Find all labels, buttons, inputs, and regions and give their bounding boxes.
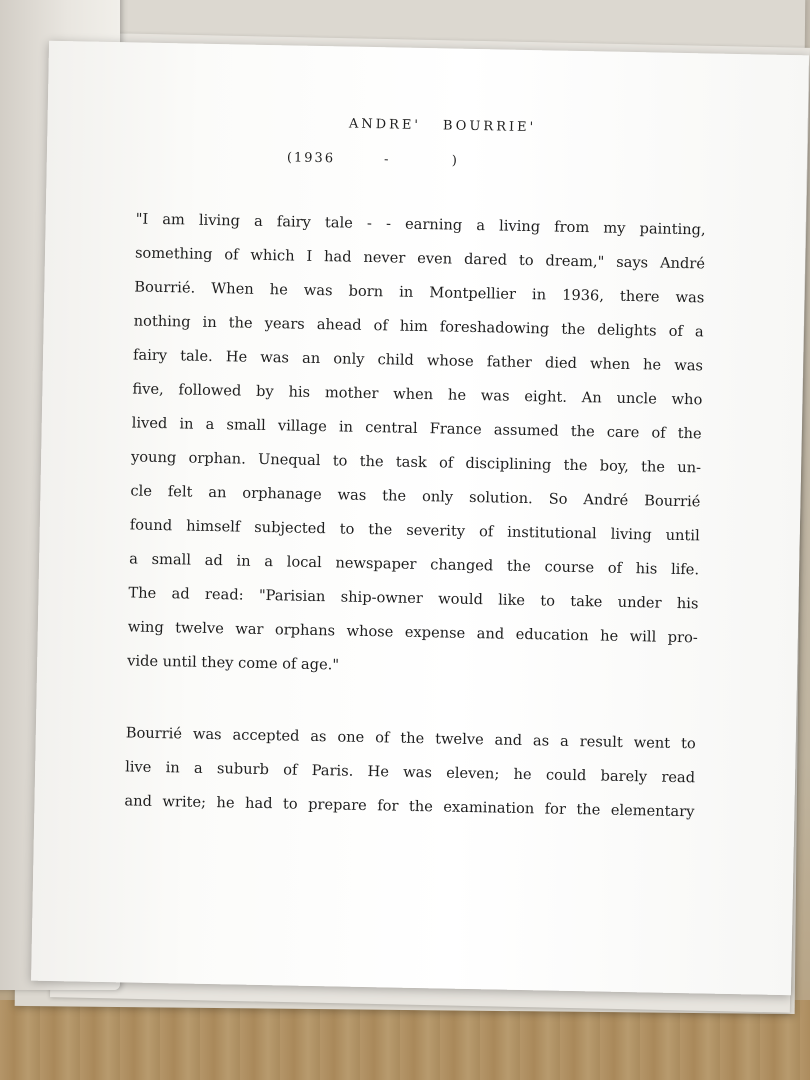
text-line: and write; he had to prepare for the examination for the elementary	[124, 792, 695, 821]
text-line: wing twelve war orphans whose expense and education he will pro-	[127, 618, 698, 647]
page-content	[124, 113, 707, 830]
paragraph-2	[124, 716, 696, 829]
text-line: young orphan. Unequal to the task of disciplining the boy, the un-	[130, 448, 702, 477]
text-line: five, followed by his mother when he was eight. An uncle who	[132, 380, 703, 409]
text-line: "I am living a fairy tale - - earning a living from my painting,	[135, 210, 706, 239]
text-line: something of which I had never even dared to dream," says André	[134, 244, 706, 273]
text-line: found himself subjected to the severity of institutional living until	[129, 516, 700, 545]
page-title	[137, 113, 707, 139]
text-line: fairy tale. He was an only child whose father died when he was	[132, 346, 704, 375]
text-line: a small ad in a local newspaper changed the course of his life.	[128, 550, 700, 579]
text-line: Bourrié was accepted as one of the twelve and as a result went to	[125, 724, 696, 753]
text-line: cle felt an orphanage was the only solution. So André Bourrié	[130, 482, 701, 511]
typed-page	[31, 41, 809, 995]
paragraph-1	[127, 202, 706, 689]
life-dates: (1936 - )	[286, 150, 460, 169]
title-first-name: ANDRE'	[348, 116, 422, 133]
text-line: nothing in the years ahead of him foreshadowing the delights of a	[133, 312, 704, 341]
text-line: live in a suburb of Paris. He was eleven; he could barely read	[125, 758, 696, 787]
text-line: lived in a small village in central France assumed the care of the	[131, 414, 702, 443]
title-last-name: BOURRIE'	[442, 118, 537, 136]
text-line: The ad read: "Parisian ship-owner would like to take under his	[128, 584, 699, 613]
text-line: vide until they come of age."	[127, 652, 340, 674]
text-line: Bourrié. When he was born in Montpellier in 1936, there was	[134, 278, 705, 307]
